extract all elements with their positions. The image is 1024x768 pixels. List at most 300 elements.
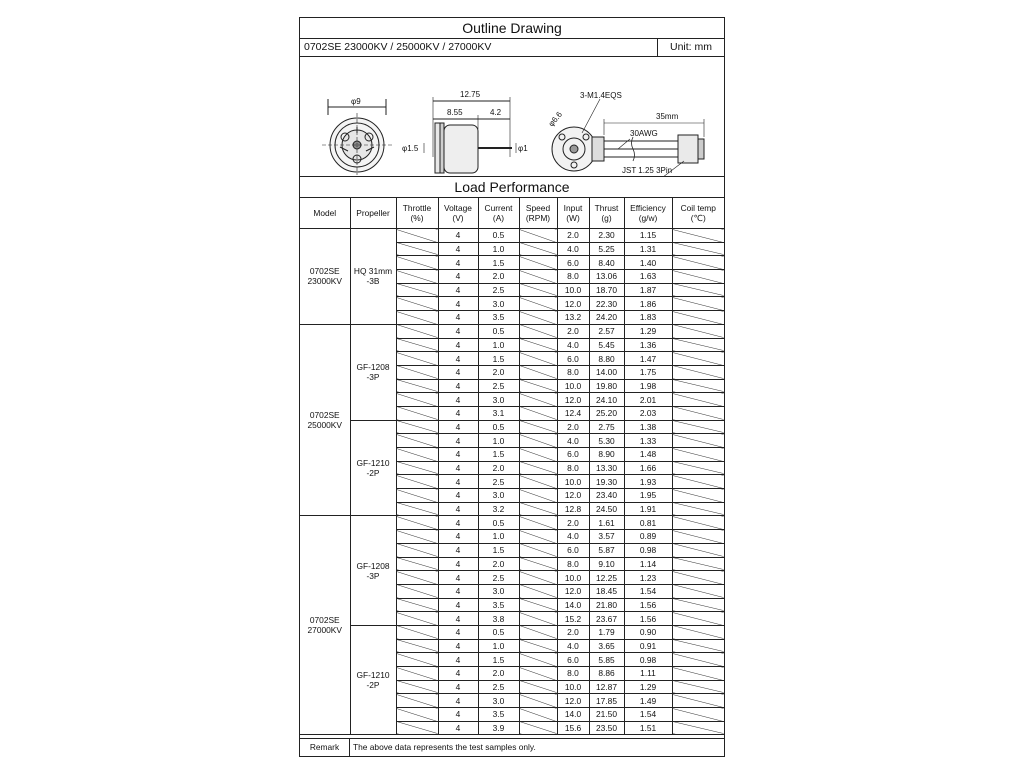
header-text: (A)	[492, 213, 505, 223]
speed-cell	[519, 270, 557, 284]
model-name: 0702SE	[309, 266, 340, 277]
throttle-cell	[396, 393, 438, 407]
speed-cell	[519, 584, 557, 598]
thrust-cell: 21.50	[589, 708, 624, 722]
coil-temp-cell	[672, 625, 724, 639]
input-cell: 12.0	[557, 393, 589, 407]
speed-cell	[519, 324, 557, 338]
efficiency-cell: 2.03	[624, 406, 672, 420]
throttle-cell	[396, 475, 438, 489]
input-cell: 15.6	[557, 721, 589, 735]
efficiency-cell: 1.15	[624, 229, 672, 243]
speed-cell	[519, 516, 557, 530]
throttle-cell	[396, 625, 438, 639]
header-text: (V)	[452, 213, 464, 223]
speed-cell	[519, 639, 557, 653]
coil-temp-cell	[672, 502, 724, 516]
thrust-cell: 22.30	[589, 297, 624, 311]
input-cell: 6.0	[557, 256, 589, 270]
throttle-cell	[396, 571, 438, 585]
throttle-cell	[396, 283, 438, 297]
propeller-name: -2P	[366, 468, 380, 479]
current-cell: 0.5	[478, 229, 519, 243]
throttle-cell	[396, 352, 438, 366]
input-cell: 10.0	[557, 680, 589, 694]
input-cell: 2.0	[557, 324, 589, 338]
coil-temp-cell	[672, 667, 724, 681]
screw-spec-label: 3-M1.4EQS	[580, 91, 622, 100]
header-text: Current	[484, 203, 513, 213]
voltage-cell: 4	[438, 256, 478, 270]
voltage-cell: 4	[438, 653, 478, 667]
input-cell: 12.0	[557, 694, 589, 708]
coil-temp-cell	[672, 242, 724, 256]
input-cell: 6.0	[557, 653, 589, 667]
propeller-cell	[350, 625, 396, 735]
model-name: 25000KV	[307, 420, 342, 431]
table-row	[300, 229, 724, 243]
voltage-cell: 4	[438, 338, 478, 352]
thrust-cell: 13.06	[589, 270, 624, 284]
voltage-cell: 4	[438, 297, 478, 311]
efficiency-cell: 1.23	[624, 571, 672, 585]
thrust-cell: 5.25	[589, 242, 624, 256]
speed-cell	[519, 365, 557, 379]
header-text: (g/w)	[638, 213, 658, 223]
coil-temp-cell	[672, 584, 724, 598]
throttle-cell	[396, 448, 438, 462]
header-cell	[624, 198, 672, 229]
model-cell	[300, 324, 350, 516]
efficiency-cell: 2.01	[624, 393, 672, 407]
throttle-cell	[396, 242, 438, 256]
thrust-cell: 12.87	[589, 680, 624, 694]
model-name: 23000KV	[307, 276, 342, 287]
speed-cell	[519, 721, 557, 735]
input-cell: 2.0	[557, 625, 589, 639]
input-cell: 12.0	[557, 584, 589, 598]
efficiency-cell: 1.38	[624, 420, 672, 434]
coil-temp-cell	[672, 461, 724, 475]
efficiency-cell: 1.29	[624, 324, 672, 338]
model-name: 0702SE	[309, 410, 340, 421]
speed-cell	[519, 708, 557, 722]
current-cell: 3.0	[478, 297, 519, 311]
thrust-cell: 8.86	[589, 667, 624, 681]
voltage-cell: 4	[438, 393, 478, 407]
efficiency-cell: 0.81	[624, 516, 672, 530]
motor-drawing-svg	[300, 57, 724, 176]
coil-temp-cell	[672, 708, 724, 722]
remark-text: The above data represents the test samples only.	[353, 742, 536, 752]
load-performance-title: Load Performance	[300, 177, 724, 198]
header-text: Speed	[525, 203, 551, 213]
input-cell: 12.4	[557, 406, 589, 420]
coil-temp-cell	[672, 543, 724, 557]
coil-temp-cell	[672, 721, 724, 735]
current-cell: 2.0	[478, 270, 519, 284]
thrust-cell: 8.90	[589, 448, 624, 462]
efficiency-cell: 1.36	[624, 338, 672, 352]
header-text: (RPM)	[525, 213, 551, 223]
throttle-cell	[396, 530, 438, 544]
voltage-cell: 4	[438, 324, 478, 338]
input-cell: 10.0	[557, 475, 589, 489]
voltage-cell: 4	[438, 584, 478, 598]
speed-cell	[519, 571, 557, 585]
coil-temp-cell	[672, 338, 724, 352]
propeller-cell	[350, 324, 396, 420]
header-text: Thrust	[594, 203, 619, 213]
coil-temp-cell	[672, 489, 724, 503]
current-cell: 3.0	[478, 694, 519, 708]
wire-length-label: 35mm	[656, 112, 679, 121]
hole-circle-label: φ6.6	[546, 110, 565, 129]
connector-label: JST 1.25 3Pin	[622, 166, 673, 175]
coil-temp-cell	[672, 256, 724, 270]
speed-cell	[519, 242, 557, 256]
efficiency-cell: 1.51	[624, 721, 672, 735]
coil-temp-cell	[672, 612, 724, 626]
current-cell: 3.5	[478, 598, 519, 612]
input-cell: 8.0	[557, 365, 589, 379]
speed-cell	[519, 229, 557, 243]
throttle-cell	[396, 502, 438, 516]
current-cell: 0.5	[478, 420, 519, 434]
remark-label: Remark	[300, 739, 350, 756]
input-cell: 10.0	[557, 379, 589, 393]
current-cell: 3.8	[478, 612, 519, 626]
input-cell: 6.0	[557, 448, 589, 462]
thrust-cell: 8.40	[589, 256, 624, 270]
throttle-cell	[396, 612, 438, 626]
throttle-cell	[396, 324, 438, 338]
propeller-name: GF-1208	[356, 560, 390, 571]
voltage-cell: 4	[438, 612, 478, 626]
coil-temp-cell	[672, 406, 724, 420]
throttle-cell	[396, 598, 438, 612]
efficiency-cell: 1.56	[624, 612, 672, 626]
speed-cell	[519, 667, 557, 681]
efficiency-cell: 1.56	[624, 598, 672, 612]
voltage-cell: 4	[438, 461, 478, 475]
coil-temp-cell	[672, 420, 724, 434]
speed-cell	[519, 625, 557, 639]
thrust-cell: 5.30	[589, 434, 624, 448]
throttle-cell	[396, 256, 438, 270]
speed-cell	[519, 502, 557, 516]
current-cell: 1.0	[478, 338, 519, 352]
current-cell: 0.5	[478, 324, 519, 338]
spec-sheet	[299, 17, 725, 757]
header-text: (%)	[410, 213, 424, 223]
throttle-cell	[396, 406, 438, 420]
speed-cell	[519, 406, 557, 420]
voltage-cell: 4	[438, 516, 478, 530]
coil-temp-cell	[672, 229, 724, 243]
performance-table	[300, 198, 724, 735]
thrust-cell: 2.75	[589, 420, 624, 434]
voltage-cell: 4	[438, 406, 478, 420]
efficiency-cell: 0.89	[624, 530, 672, 544]
propeller-name: HQ 31mm	[353, 266, 393, 277]
voltage-cell: 4	[438, 571, 478, 585]
thrust-cell: 2.57	[589, 324, 624, 338]
efficiency-cell: 1.47	[624, 352, 672, 366]
model-line: 0702SE 23000KV / 25000KV / 27000KV	[304, 41, 492, 53]
voltage-cell: 4	[438, 694, 478, 708]
coil-temp-cell	[672, 434, 724, 448]
speed-cell	[519, 557, 557, 571]
header-cell	[300, 198, 350, 229]
throttle-cell	[396, 270, 438, 284]
coil-temp-cell	[672, 680, 724, 694]
coil-temp-cell	[672, 270, 724, 284]
thrust-cell: 23.40	[589, 489, 624, 503]
current-cell: 3.0	[478, 393, 519, 407]
throttle-cell	[396, 557, 438, 571]
efficiency-cell: 0.91	[624, 639, 672, 653]
efficiency-cell: 1.98	[624, 379, 672, 393]
speed-cell	[519, 256, 557, 270]
header-text: (g)	[601, 213, 612, 223]
coil-temp-cell	[672, 283, 724, 297]
thrust-cell: 5.87	[589, 543, 624, 557]
thrust-cell: 2.30	[589, 229, 624, 243]
speed-cell	[519, 297, 557, 311]
table-row	[300, 625, 724, 639]
voltage-cell: 4	[438, 489, 478, 503]
speed-cell	[519, 475, 557, 489]
voltage-cell: 4	[438, 708, 478, 722]
voltage-cell: 4	[438, 311, 478, 325]
model-name: 27000KV	[307, 625, 342, 636]
thrust-cell: 3.57	[589, 530, 624, 544]
input-cell: 8.0	[557, 461, 589, 475]
throttle-cell	[396, 365, 438, 379]
thrust-cell: 21.80	[589, 598, 624, 612]
speed-cell	[519, 283, 557, 297]
efficiency-cell: 1.66	[624, 461, 672, 475]
input-cell: 8.0	[557, 557, 589, 571]
coil-temp-cell	[672, 557, 724, 571]
efficiency-cell: 1.86	[624, 297, 672, 311]
thrust-cell: 18.45	[589, 584, 624, 598]
header-text: (W)	[566, 213, 580, 223]
shaft-diameter-label: φ1	[518, 144, 528, 153]
coil-temp-cell	[672, 379, 724, 393]
voltage-cell: 4	[438, 448, 478, 462]
efficiency-cell: 0.98	[624, 653, 672, 667]
coil-temp-cell	[672, 653, 724, 667]
current-cell: 2.5	[478, 680, 519, 694]
throttle-cell	[396, 721, 438, 735]
coil-temp-cell	[672, 324, 724, 338]
current-cell: 2.0	[478, 667, 519, 681]
voltage-cell: 4	[438, 721, 478, 735]
throttle-cell	[396, 311, 438, 325]
thrust-cell: 5.45	[589, 338, 624, 352]
speed-cell	[519, 489, 557, 503]
throttle-cell	[396, 379, 438, 393]
speed-cell	[519, 694, 557, 708]
throttle-cell	[396, 516, 438, 530]
current-cell: 1.5	[478, 352, 519, 366]
total-length-label: 12.75	[460, 90, 481, 99]
front-view	[322, 99, 392, 175]
throttle-cell	[396, 584, 438, 598]
current-cell: 3.5	[478, 311, 519, 325]
model-line-row	[300, 39, 724, 57]
input-cell: 4.0	[557, 242, 589, 256]
voltage-cell: 4	[438, 420, 478, 434]
current-cell: 2.0	[478, 461, 519, 475]
voltage-cell: 4	[438, 530, 478, 544]
throttle-cell	[396, 694, 438, 708]
throttle-cell	[396, 297, 438, 311]
efficiency-cell: 1.87	[624, 283, 672, 297]
input-cell: 2.0	[557, 229, 589, 243]
current-cell: 1.5	[478, 653, 519, 667]
efficiency-cell: 1.49	[624, 694, 672, 708]
current-cell: 3.2	[478, 502, 519, 516]
voltage-cell: 4	[438, 543, 478, 557]
efficiency-cell: 1.75	[624, 365, 672, 379]
header-cell	[557, 198, 589, 229]
header-cell	[478, 198, 519, 229]
thrust-cell: 5.85	[589, 653, 624, 667]
input-cell: 6.0	[557, 352, 589, 366]
propeller-cell	[350, 229, 396, 325]
current-cell: 1.5	[478, 543, 519, 557]
throttle-cell	[396, 639, 438, 653]
voltage-cell: 4	[438, 229, 478, 243]
input-cell: 12.8	[557, 502, 589, 516]
thrust-cell: 12.25	[589, 571, 624, 585]
input-cell: 10.0	[557, 283, 589, 297]
header-text: Model	[313, 208, 337, 218]
throttle-cell	[396, 653, 438, 667]
voltage-cell: 4	[438, 242, 478, 256]
thrust-cell: 1.61	[589, 516, 624, 530]
remark-row	[300, 738, 724, 756]
current-cell: 1.0	[478, 530, 519, 544]
input-cell: 14.0	[557, 598, 589, 612]
speed-cell	[519, 338, 557, 352]
propeller-name: -2P	[366, 680, 380, 691]
input-cell: 8.0	[557, 667, 589, 681]
header-text: Throttle	[402, 203, 432, 213]
current-cell: 2.5	[478, 283, 519, 297]
throttle-cell	[396, 229, 438, 243]
side-view	[424, 97, 516, 173]
current-cell: 3.1	[478, 406, 519, 420]
coil-temp-cell	[672, 639, 724, 653]
propeller-name: GF-1208	[356, 362, 390, 373]
thrust-cell: 24.50	[589, 502, 624, 516]
model-cell	[300, 229, 350, 325]
thrust-cell: 3.65	[589, 639, 624, 653]
thrust-cell: 24.10	[589, 393, 624, 407]
speed-cell	[519, 448, 557, 462]
outline-drawing-title: Outline Drawing	[300, 18, 724, 39]
input-cell: 15.2	[557, 612, 589, 626]
efficiency-cell: 1.11	[624, 667, 672, 681]
speed-cell	[519, 543, 557, 557]
table-row	[300, 324, 724, 338]
current-cell: 2.5	[478, 475, 519, 489]
speed-cell	[519, 461, 557, 475]
propeller-name: GF-1210	[356, 458, 390, 469]
input-cell: 10.0	[557, 571, 589, 585]
header-cell	[438, 198, 478, 229]
propeller-cell	[350, 516, 396, 626]
current-cell: 1.0	[478, 242, 519, 256]
voltage-cell: 4	[438, 475, 478, 489]
efficiency-cell: 1.48	[624, 448, 672, 462]
table-body	[300, 229, 724, 735]
header-cell	[350, 198, 396, 229]
throttle-cell	[396, 434, 438, 448]
speed-cell	[519, 311, 557, 325]
current-cell: 2.0	[478, 365, 519, 379]
efficiency-cell: 1.33	[624, 434, 672, 448]
throttle-cell	[396, 543, 438, 557]
voltage-cell: 4	[438, 283, 478, 297]
efficiency-cell: 0.98	[624, 543, 672, 557]
input-cell: 13.2	[557, 311, 589, 325]
table-header-row	[300, 198, 724, 229]
input-cell: 4.0	[557, 338, 589, 352]
current-cell: 1.5	[478, 256, 519, 270]
coil-temp-cell	[672, 571, 724, 585]
throttle-cell	[396, 667, 438, 681]
unit-label: Unit: mm	[657, 39, 724, 56]
current-cell: 1.0	[478, 639, 519, 653]
voltage-cell: 4	[438, 502, 478, 516]
coil-temp-cell	[672, 311, 724, 325]
thrust-cell: 13.30	[589, 461, 624, 475]
throttle-cell	[396, 489, 438, 503]
current-cell: 0.5	[478, 516, 519, 530]
input-cell: 4.0	[557, 434, 589, 448]
mount-diameter-label: φ1.5	[402, 144, 419, 153]
thrust-cell: 19.30	[589, 475, 624, 489]
voltage-cell: 4	[438, 598, 478, 612]
current-cell: 0.5	[478, 625, 519, 639]
current-cell: 2.5	[478, 379, 519, 393]
propeller-name: -3B	[366, 276, 380, 287]
throttle-cell	[396, 461, 438, 475]
model-cell	[300, 516, 350, 735]
speed-cell	[519, 680, 557, 694]
thrust-cell: 19.80	[589, 379, 624, 393]
efficiency-cell: 1.14	[624, 557, 672, 571]
input-cell: 6.0	[557, 543, 589, 557]
input-cell: 4.0	[557, 639, 589, 653]
header-text: Coil temp	[680, 203, 716, 213]
header-cell	[519, 198, 557, 229]
coil-temp-cell	[672, 365, 724, 379]
propeller-cell	[350, 420, 396, 516]
thrust-cell: 17.85	[589, 694, 624, 708]
front-diameter-label: φ9	[351, 97, 361, 106]
voltage-cell: 4	[438, 365, 478, 379]
voltage-cell: 4	[438, 625, 478, 639]
voltage-cell: 4	[438, 680, 478, 694]
throttle-cell	[396, 338, 438, 352]
outline-drawing	[300, 57, 724, 177]
